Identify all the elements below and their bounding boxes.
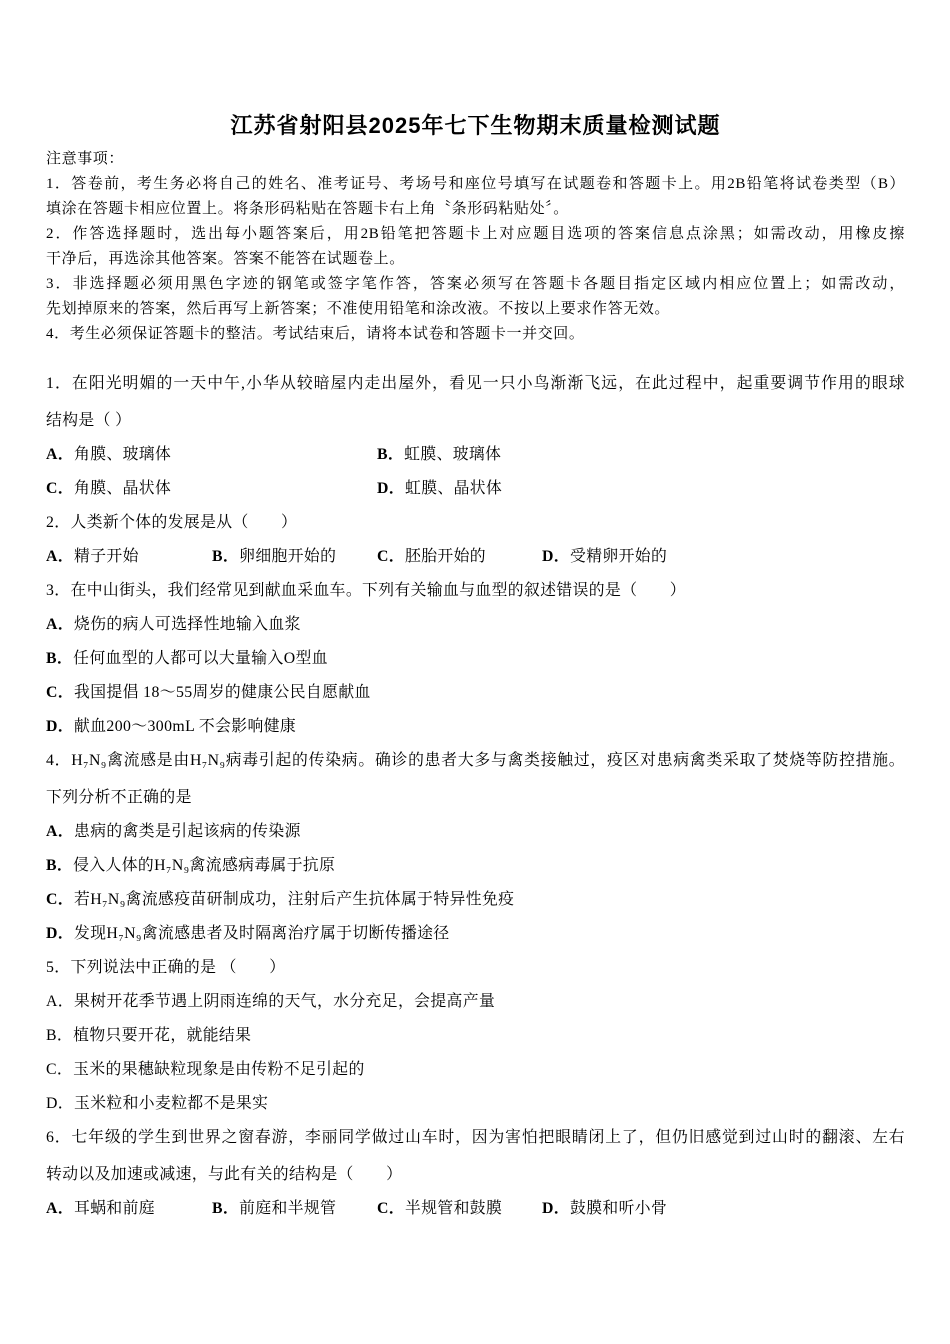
notice-item-4 — [46, 322, 905, 347]
question-text-line: 3．在中山街头，我们经常见到献血采血车。下列有关输血与血型的叙述错误的是（ ） — [46, 582, 686, 599]
option-b — [46, 849, 905, 883]
option-b — [46, 642, 905, 676]
option-a — [46, 608, 905, 642]
option-text: 植物只要开花，就能结果 — [73, 1027, 252, 1044]
option-label: D． — [46, 718, 75, 735]
option-text: 虹膜、晶状体 — [405, 480, 503, 497]
question-text-line: 5．下列说法中正确的是 （ ） — [46, 959, 286, 976]
option-a — [46, 1192, 212, 1226]
question-6 — [46, 1121, 905, 1226]
option-a — [46, 985, 905, 1019]
option-c — [377, 540, 542, 574]
option-label: B． — [46, 857, 74, 874]
option-text: 虹膜、玻璃体 — [404, 446, 502, 463]
option-text: 耳蜗和前庭 — [74, 1200, 156, 1217]
question-5 — [46, 951, 905, 1121]
notice-line: 先划掉原来的答案，然后再写上新答案；不准使用铅笔和涂改液。不按以上要求作答无效。 — [46, 301, 671, 317]
question-4 — [46, 744, 905, 951]
option-d — [46, 710, 905, 744]
option-text: 若H₇N₉禽流感疫苗研制成功，注射后产生抗体属于特异性免疫 — [74, 891, 515, 908]
option-b — [46, 1019, 905, 1053]
option-label: B． — [377, 446, 405, 463]
option-text: 角膜、玻璃体 — [74, 446, 172, 463]
option-label: B． — [46, 1027, 74, 1044]
option-c — [377, 1192, 542, 1226]
question-text-line: 转动以及加速或减速，与此有关的结构是（ ） — [46, 1166, 403, 1183]
option-text: 鼓膜和听小骨 — [570, 1200, 668, 1217]
option-label: A． — [46, 993, 75, 1010]
option-text: 我国提倡 18～55周岁的健康公民自愿献血 — [74, 684, 371, 701]
option-c — [46, 472, 377, 506]
option-label: A． — [46, 1200, 75, 1217]
option-label: C． — [46, 891, 75, 908]
option-text: 前庭和半规管 — [239, 1200, 337, 1217]
option-text: 卵细胞开始的 — [239, 548, 337, 565]
questions-section — [46, 367, 905, 1226]
question-text-line: 结构是（ ） — [46, 412, 132, 429]
question-1 — [46, 367, 905, 506]
option-label: C． — [377, 548, 406, 565]
option-a — [46, 540, 212, 574]
option-d — [46, 917, 905, 951]
option-label: A． — [46, 823, 75, 840]
option-text: 角膜、晶状体 — [74, 480, 172, 497]
option-label: D． — [46, 1095, 75, 1112]
question-text-line: 2．人类新个体的发展是从（ ） — [46, 514, 298, 531]
notice-item-3 — [46, 272, 905, 322]
option-label: C． — [46, 684, 75, 701]
option-text: 精子开始 — [74, 548, 139, 565]
options-list — [46, 1192, 905, 1226]
option-text: 玉米的果穗缺粒现象是由传粉不足引起的 — [73, 1061, 365, 1078]
options-list — [46, 815, 905, 951]
option-text: 受精卵开始的 — [570, 548, 668, 565]
notice-section — [46, 147, 905, 347]
option-label: C． — [46, 480, 75, 497]
option-label: B． — [212, 548, 240, 565]
option-d — [542, 540, 707, 574]
option-label: C． — [46, 1061, 74, 1078]
option-text: 果树开花季节遇上阴雨连绵的天气，水分充足，会提高产量 — [74, 993, 496, 1010]
option-text: 发现H₇N₉禽流感患者及时隔离治疗属于切断传播途径 — [74, 925, 450, 942]
option-text: 献血200～300mL 不会影响健康 — [74, 718, 297, 735]
option-text: 侵入人体的H₇N₉禽流感病毒属于抗原 — [73, 857, 336, 874]
notice-line: 2．作答选择题时，选出每小题答案后，用2B铅笔把答题卡上对应题目选项的答案信息点涂黑；如需改动，用橡皮擦 — [46, 226, 905, 242]
option-label: D． — [542, 548, 571, 565]
option-c — [46, 676, 905, 710]
notice-line: 干净后，再选涂其他答案。答案不能答在试题卷上。 — [46, 251, 405, 267]
question-text-line: 1．在阳光明媚的一天中午,小华从较暗屋内走出屋外，看见一只小鸟渐渐飞远，在此过程中，起重要调节作用的眼球 — [46, 375, 905, 392]
notice-item-1 — [46, 172, 905, 222]
question-2 — [46, 506, 905, 574]
question-text-line: 6．七年级的学生到世界之窗春游，李丽同学做过山车时，因为害怕把眼睛闭上了，但仍旧感觉到过山时的翻滚、左右 — [46, 1129, 905, 1146]
option-a — [46, 438, 377, 472]
option-d — [46, 1087, 905, 1121]
notice-line: 填涂在答题卡相应位置上。将条形码粘贴在答题卡右上角〝条形码粘贴处〞。 — [46, 201, 569, 217]
notice-line: 1．答卷前，考生务必将自己的姓名、准考证号、考场号和座位号填写在试题卷和答题卡上。用2B铅笔将试卷类型（B） — [46, 176, 905, 192]
option-b — [212, 1192, 377, 1226]
notice-line: 3．非选择题必须用黑色字迹的钢笔或签字笔作答，答案必须写在答题卡各题目指定区域内相应位置上；如需改动， — [46, 276, 905, 292]
option-d — [377, 472, 708, 506]
option-b — [212, 540, 377, 574]
option-label: D． — [377, 480, 406, 497]
option-label: B． — [212, 1200, 240, 1217]
option-text: 任何血型的人都可以大量输入O型血 — [73, 650, 328, 667]
options-list — [46, 438, 905, 506]
options-list — [46, 608, 905, 744]
notice-item-2 — [46, 222, 905, 272]
option-b — [377, 438, 708, 472]
option-label: A． — [46, 548, 75, 565]
options-list — [46, 540, 905, 574]
option-a — [46, 815, 905, 849]
option-text: 胚胎开始的 — [405, 548, 487, 565]
option-text: 半规管和鼓膜 — [405, 1200, 503, 1217]
option-label: A． — [46, 616, 75, 633]
options-list — [46, 985, 905, 1121]
question-3 — [46, 574, 905, 744]
option-c — [46, 883, 905, 917]
option-label: D． — [46, 925, 75, 942]
question-text-line: 下列分析不正确的是 — [46, 789, 192, 806]
notice-line: 4．考生必须保证答题卡的整洁。考试结束后，请将本试卷和答题卡一并交回。 — [46, 326, 585, 342]
exam-title: 江苏省射阳县2025年七下生物期末质量检测试题 — [230, 113, 721, 138]
option-text: 患病的禽类是引起该病的传染源 — [74, 823, 301, 840]
option-text: 玉米粒和小麦粒都不是果实 — [74, 1095, 269, 1112]
option-label: B． — [46, 650, 74, 667]
notice-heading: 注意事项： — [46, 151, 125, 167]
option-text: 烧伤的病人可选择性地输入血浆 — [74, 616, 301, 633]
option-label: C． — [377, 1200, 406, 1217]
option-d — [542, 1192, 707, 1226]
question-text-line: 4．H₇N₉禽流感是由H₇N₉病毒引起的传染病。确诊的患者大多与禽类接触过，疫区对患病禽类采取了焚烧等防控措施。 — [46, 752, 905, 769]
option-c — [46, 1053, 905, 1087]
option-label: A． — [46, 446, 75, 463]
option-label: D． — [542, 1200, 571, 1217]
